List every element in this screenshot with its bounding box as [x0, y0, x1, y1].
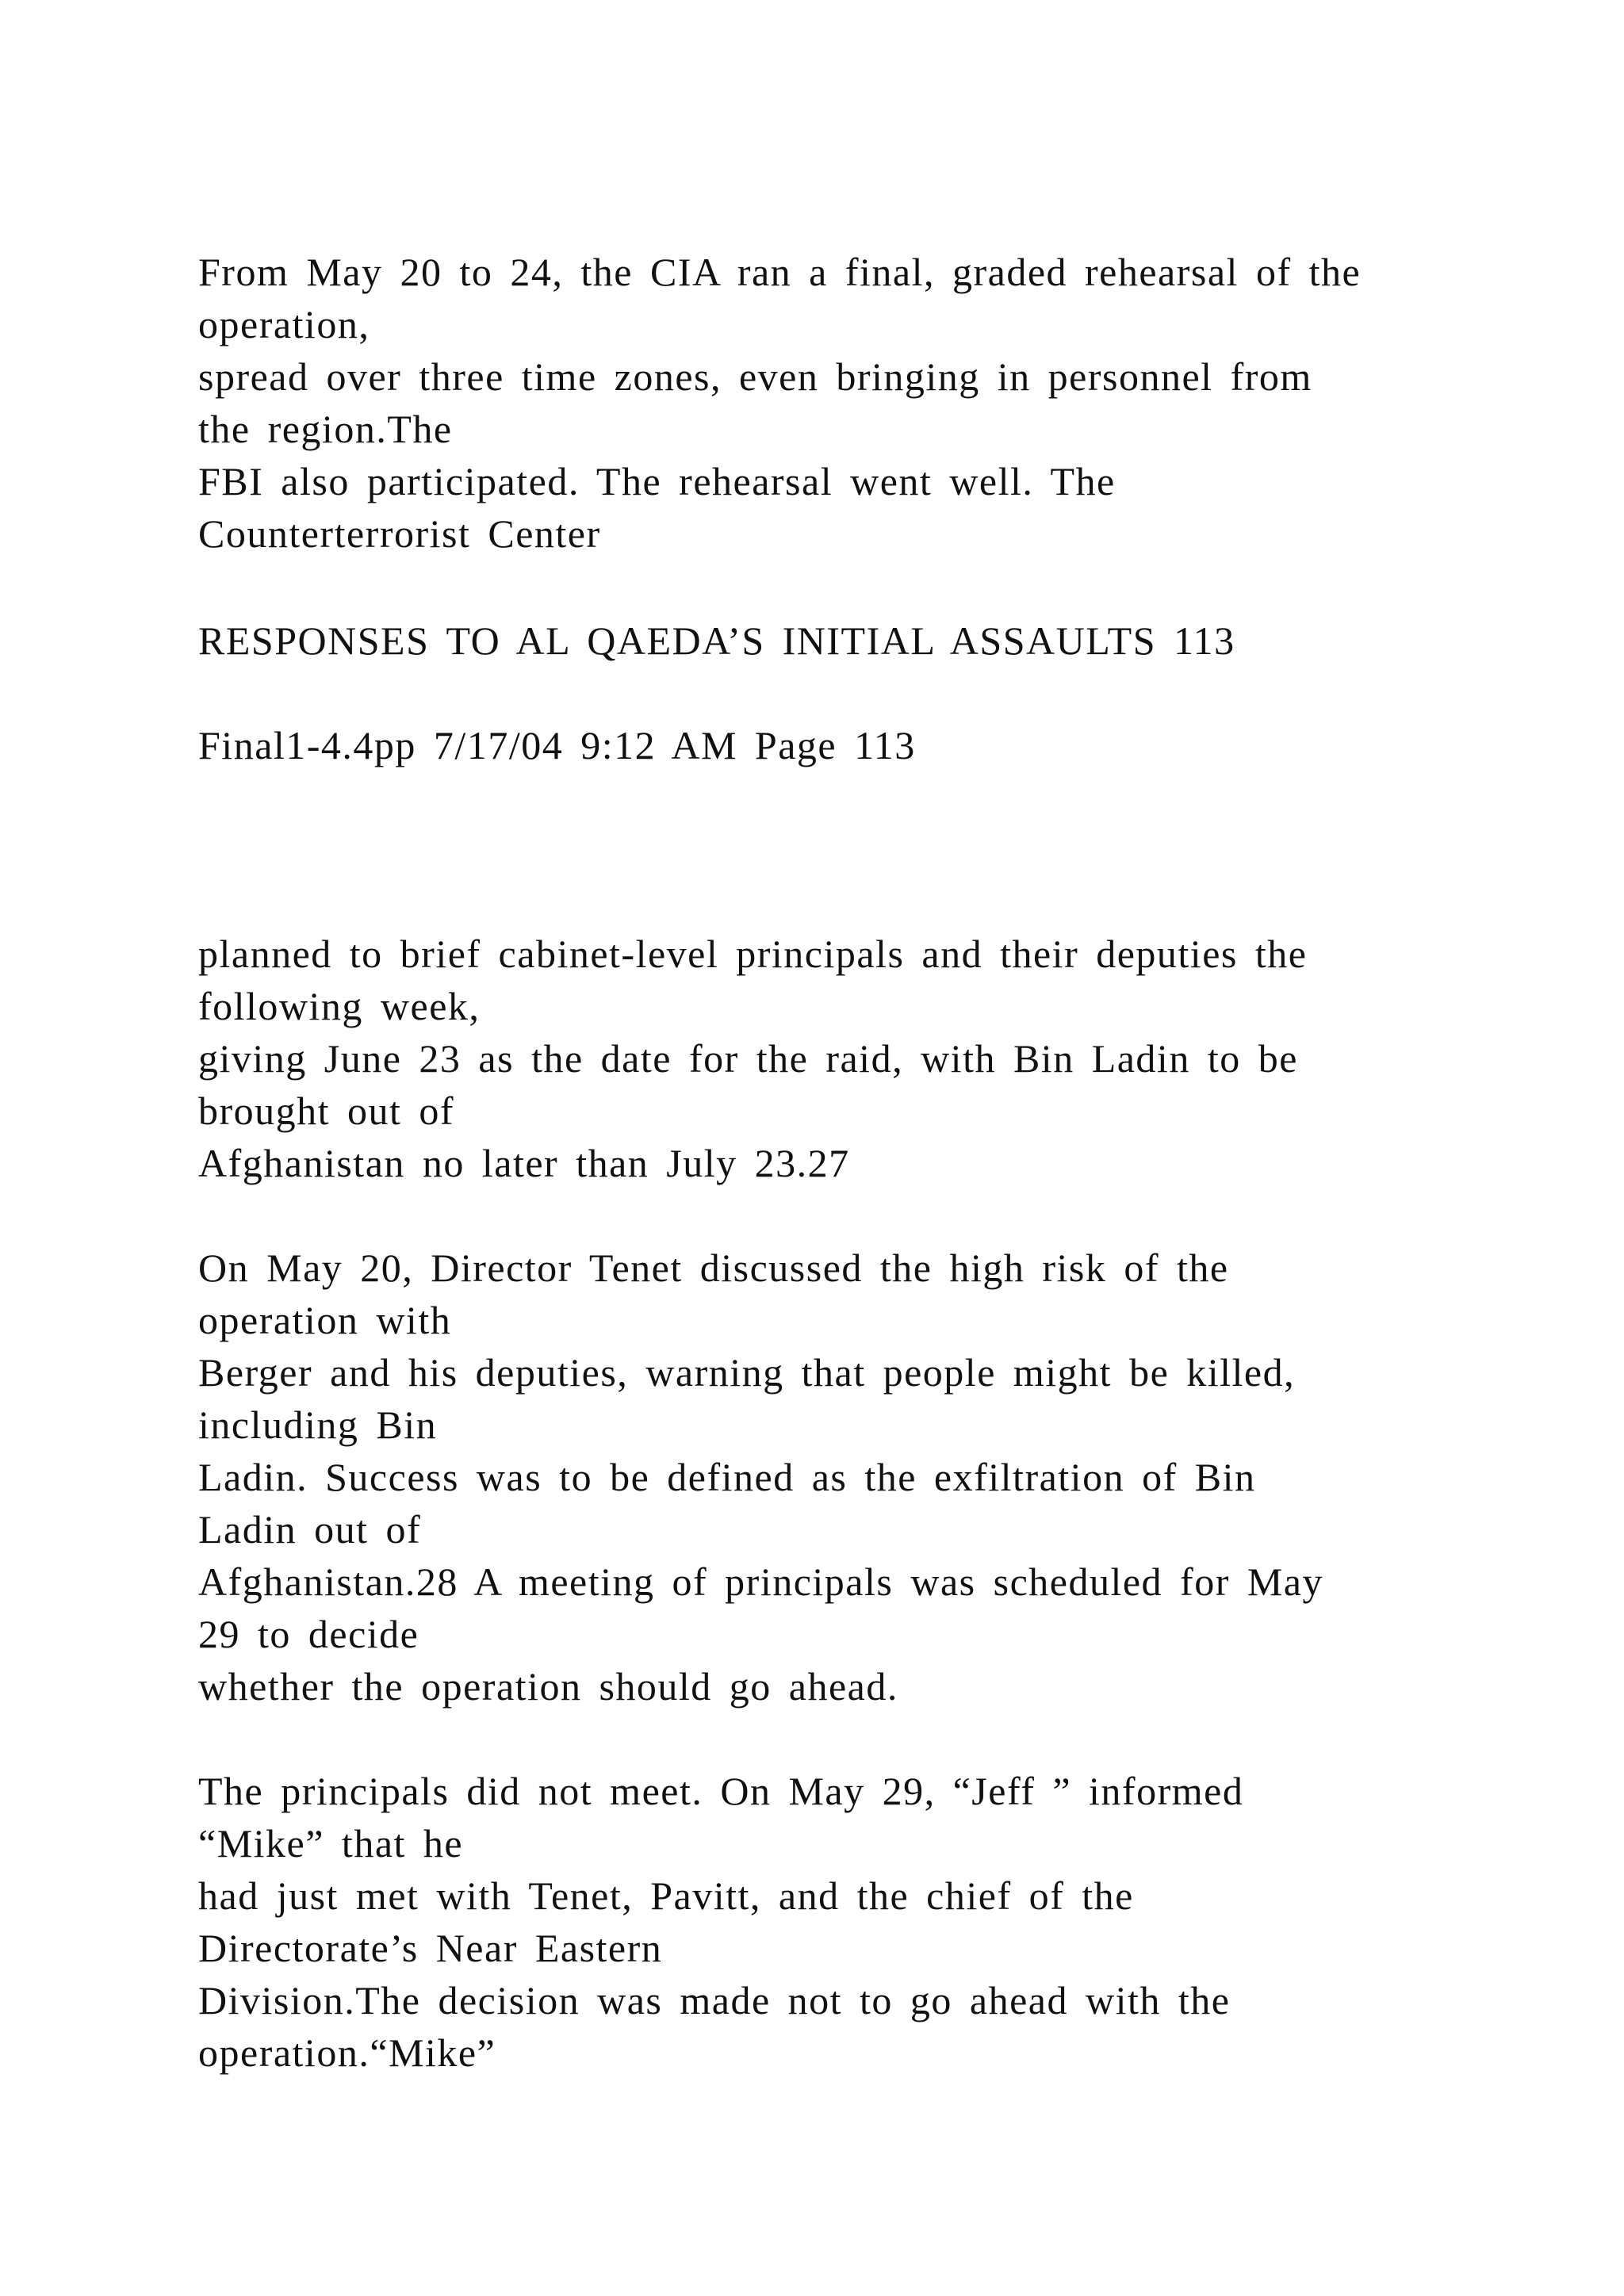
text-line: operation with: [198, 1298, 452, 1342]
text-line: following week,: [198, 984, 481, 1028]
text-line: Ladin. Success was to be defined as the exfiltration of Bin: [198, 1455, 1256, 1499]
text-line: FBI also participated. The rehearsal went well. The: [198, 459, 1116, 503]
text-line: brought out of: [198, 1089, 455, 1133]
text-line: whether the operation should go ahead.: [198, 1664, 898, 1709]
text-line: From May 20 to 24, the CIA ran a final, graded rehearsal of the: [198, 250, 1362, 294]
text-line: planned to brief cabinet-level principals and their deputies the: [198, 932, 1308, 976]
text-line: including Bin: [198, 1402, 438, 1447]
text-line: “Mike” that he: [198, 1821, 464, 1866]
page-footer-info: Final1-4.4pp 7/17/04 9:12 AM Page 113: [198, 723, 916, 767]
text-line: Berger and his deputies, warning that people might be killed,: [198, 1350, 1296, 1395]
text-line: the region.The: [198, 407, 453, 451]
text-line: 29 to decide: [198, 1612, 419, 1656]
text-line: The principals did not meet. On May 29, “Jeff ” informed: [198, 1769, 1244, 1813]
text-line: On May 20, Director Tenet discussed the high risk of the: [198, 1246, 1229, 1290]
text-line: Division.The decision was made not to go ahead with the: [198, 1978, 1231, 2022]
text-line: Directorate’s Near Eastern: [198, 1926, 663, 1970]
text-line: operation.“Mike”: [198, 2030, 496, 2075]
text-line: spread over three time zones, even bringing in personnel from: [198, 354, 1312, 399]
text-line: Afghanistan no later than July 23.27: [198, 1141, 850, 1185]
text-line: Afghanistan.28 A meeting of principals was scheduled for May: [198, 1559, 1323, 1604]
running-header: RESPONSES TO AL QAEDA’S INITIAL ASSAULTS 113: [198, 618, 1235, 663]
text-line: Counterterrorist Center: [198, 511, 601, 556]
text-line: had just met with Tenet, Pavitt, and the chief of the: [198, 1873, 1134, 1918]
text-line: operation,: [198, 302, 370, 346]
text-line: Ladin out of: [198, 1507, 422, 1552]
text-line: giving June 23 as the date for the raid, with Bin Ladin to be: [198, 1036, 1298, 1081]
